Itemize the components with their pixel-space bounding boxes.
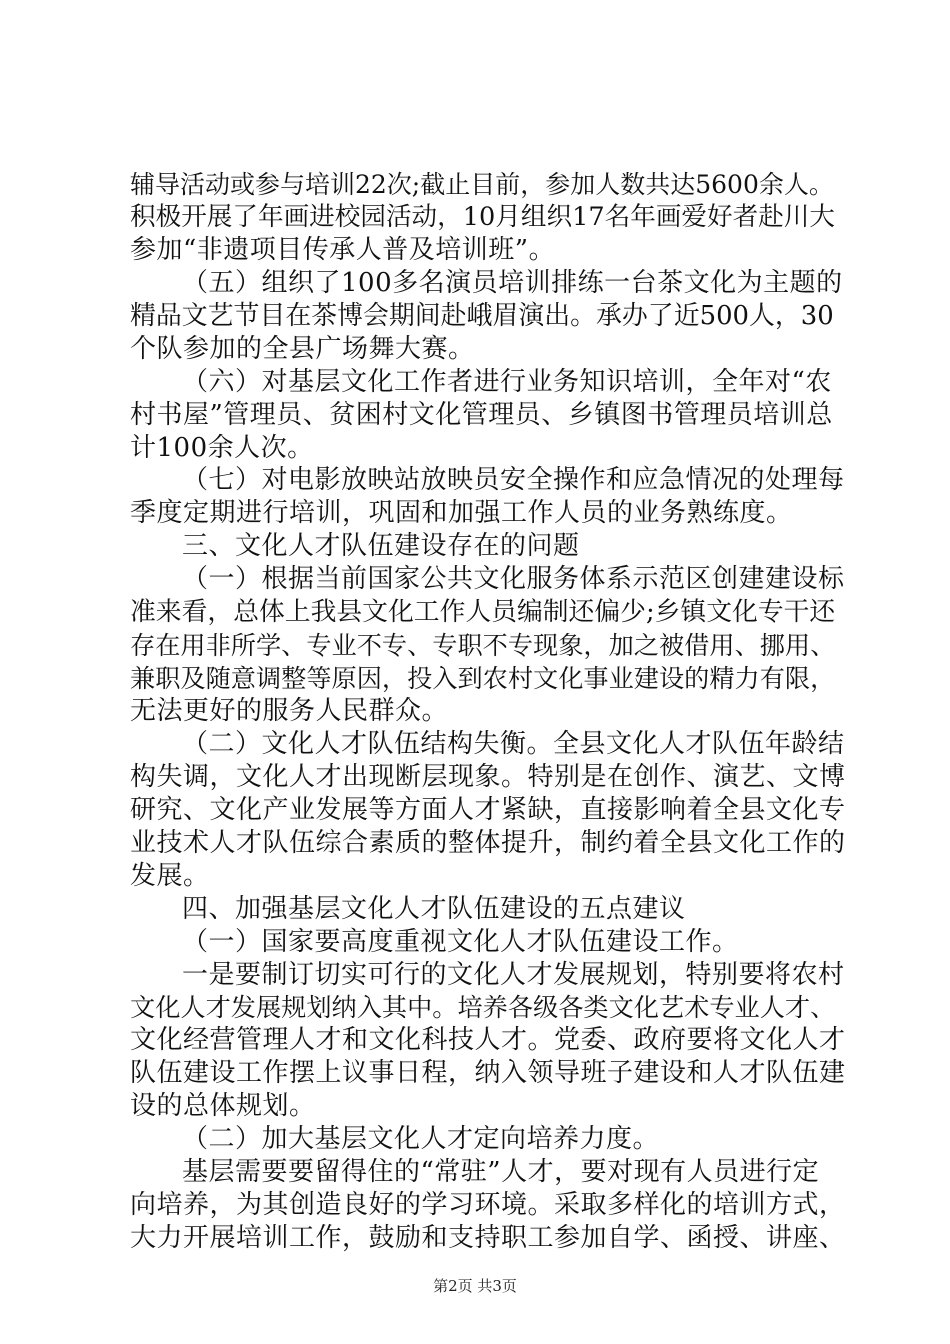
text-line: 参加“非遗项目传承人普及培训班”。 xyxy=(130,235,556,265)
text-line: （一）国家要高度重视文化人才队伍建设工作。 xyxy=(182,927,739,957)
text-line: （二）加大基层文化人才定向培养力度。 xyxy=(182,1124,660,1154)
text-line: 精品文艺节目在茶博会期间赴峨眉演出。承办了近500人，30 xyxy=(130,301,834,331)
text-line: 个队参加的全县广场舞大赛。 xyxy=(130,334,475,364)
text-line: 设的总体规划。 xyxy=(130,1091,316,1121)
text-line: 业技术人才队伍综合素质的整体提升，制约着全县文化工作的 xyxy=(130,828,846,858)
text-line: 村书屋”管理员、贫困村文化管理员、乡镇图书管理员培训总 xyxy=(130,400,833,430)
text-line: 文化经营管理人才和文化科技人才。党委、政府要将文化人才 xyxy=(130,1025,846,1055)
text-line: 季度定期进行培训，巩固和加强工作人员的业务熟练度。 xyxy=(130,498,793,528)
text-line: （七）对电影放映站放映员安全操作和应急情况的处理每 xyxy=(182,465,845,495)
text-line: 辅导活动或参与培训22次;截止目前，参加人数共达5600余人。 xyxy=(130,170,834,199)
text-line: 一是要制订切实可行的文化人才发展规划，特别要将农村 xyxy=(182,960,845,990)
text-line: （六）对基层文化工作者进行业务知识培训，全年对“农 xyxy=(182,367,832,397)
text-line: 研究、文化产业发展等方面人才紧缺，直接影响着全县文化专 xyxy=(130,795,846,825)
text-line: 文化人才发展规划纳入其中。培养各级各类文化艺术专业人才、 xyxy=(130,993,836,1022)
section-heading: 四、加强基层文化人才队伍建设的五点建议 xyxy=(182,894,686,924)
text-line: 无法更好的服务人民群众。 xyxy=(130,696,449,726)
text-line: （一）根据当前国家公共文化服务体系示范区创建建设标 xyxy=(182,564,845,594)
text-line: 发展。 xyxy=(130,861,210,891)
text-line: 积极开展了年画进校园活动，10月组织17名年画爱好者赴川大 xyxy=(130,202,835,232)
text-line: 队伍建设工作摆上议事日程，纳入领导班子建设和人才队伍建 xyxy=(130,1058,846,1088)
text-line: 向培养，为其创造良好的学习环境。采取多样化的培训方式， xyxy=(130,1190,846,1220)
text-line: 计100余人次。 xyxy=(130,433,314,463)
page-number-footer: 第2页 共3页 xyxy=(433,1277,517,1295)
text-line: 准来看，总体上我县文化工作人员编制还偏少;乡镇文化专干还 xyxy=(130,597,836,627)
text-line: 基层需要要留得住的“常驻”人才，要对现有人员进行定 xyxy=(182,1157,820,1187)
text-line: 大力开展培训工作，鼓励和支持职工参加自学、函授、讲座、 xyxy=(130,1223,846,1253)
text-line: 存在用非所学、专业不专、专职不专现象，加之被借用、挪用、 xyxy=(130,631,836,660)
section-heading: 三、文化人才队伍建设存在的问题 xyxy=(182,531,580,561)
text-line: 兼职及随意调整等原因，投入到农村文化事业建设的精力有限， xyxy=(130,664,836,693)
text-line: 构失调，文化人才出现断层现象。特别是在创作、演艺、文博 xyxy=(130,762,846,792)
text-line: （二）文化人才队伍结构失衡。全县文化人才队伍年龄结 xyxy=(182,729,845,759)
text-line: （五）组织了100多名演员培训排练一台茶文化为主题的 xyxy=(182,268,843,298)
